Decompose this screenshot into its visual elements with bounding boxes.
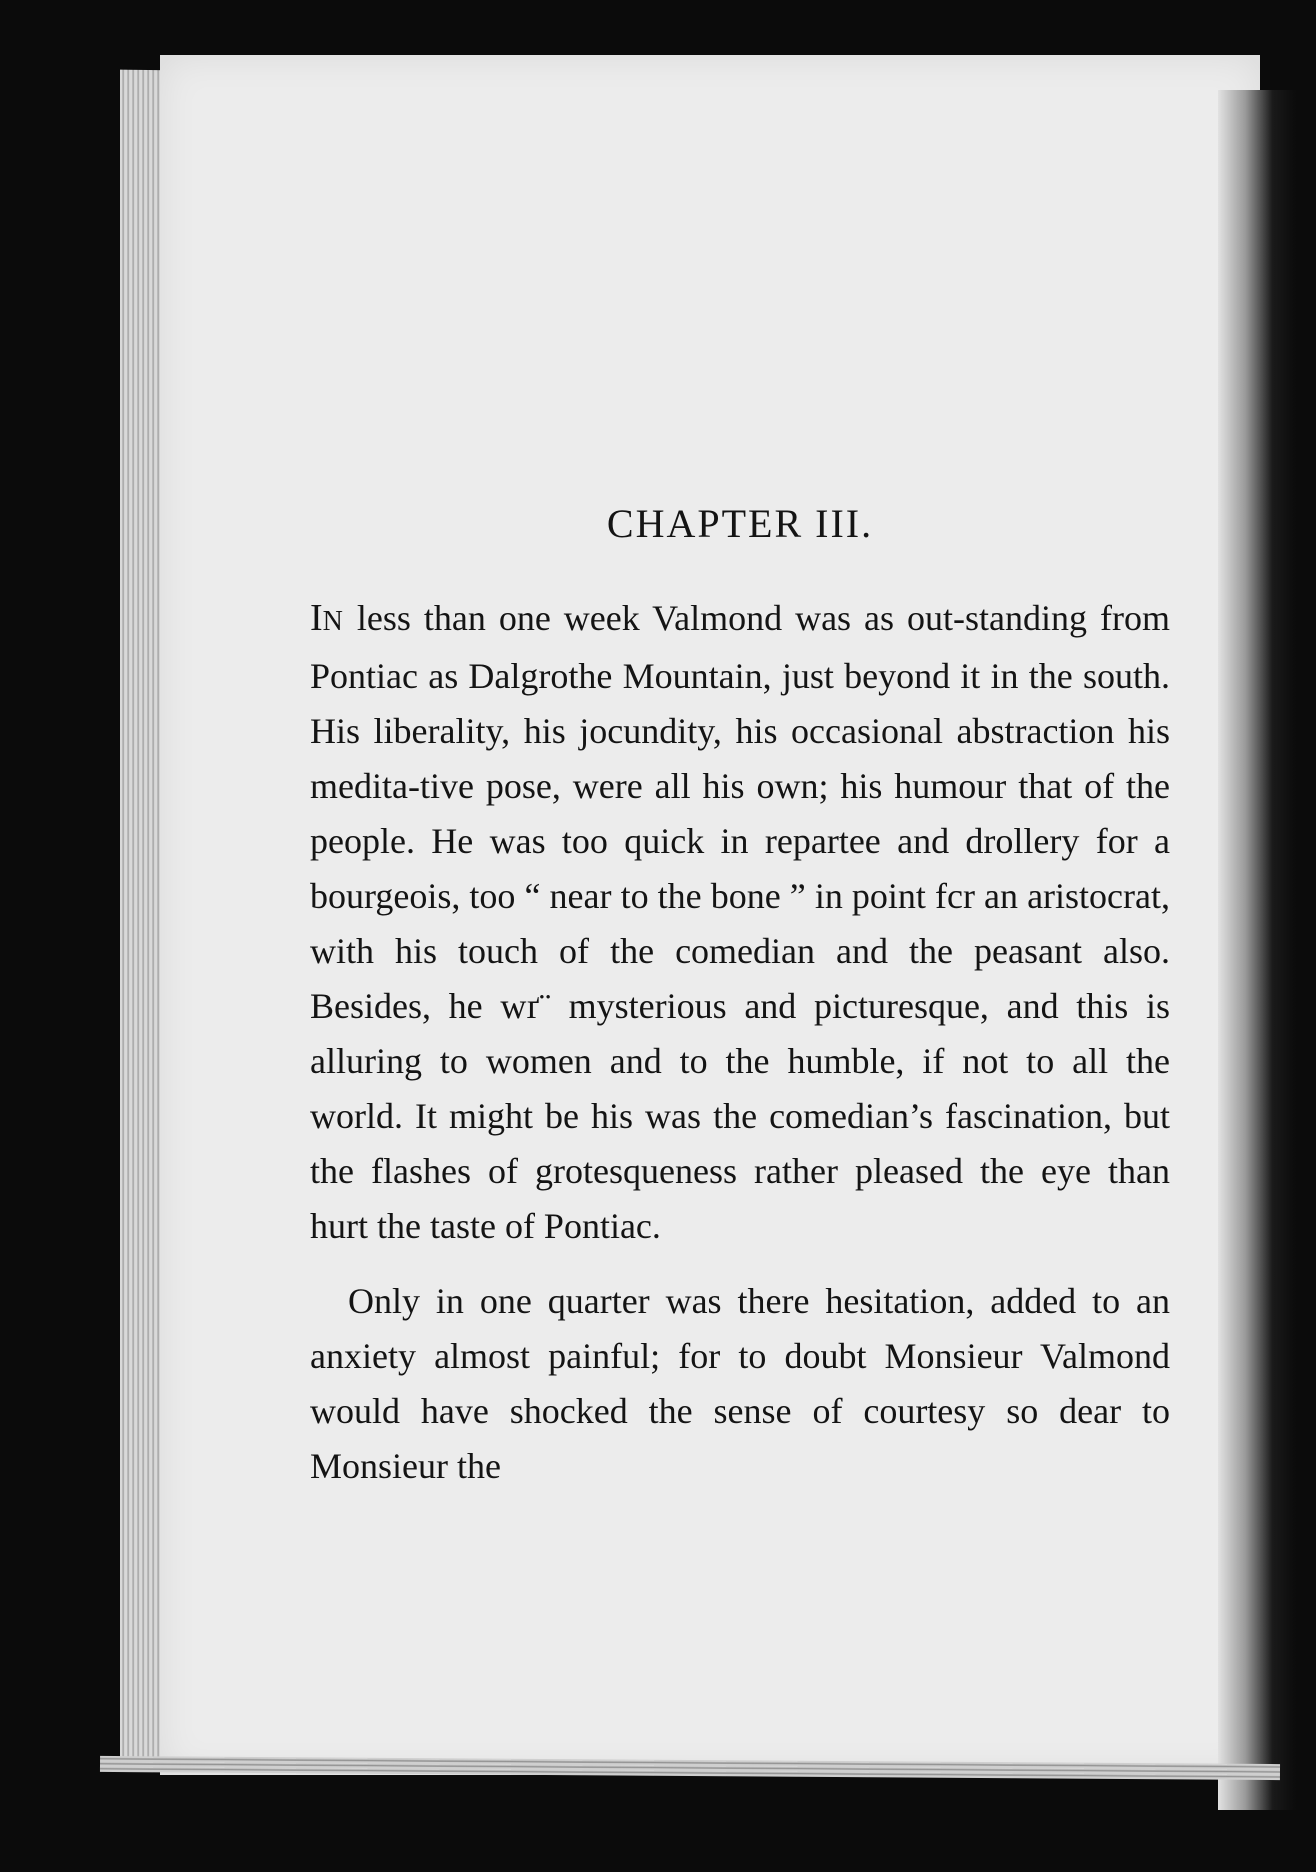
lead-capital: I (310, 597, 323, 639)
binding-gutter (1218, 90, 1296, 1810)
chapter-title: CHAPTER III. (606, 501, 874, 546)
paragraph-1-text: less than one week Valmond was as out-standing from Pontiac as Dalgrothe Mountain, just beyond it in the south. His liberality, his jocundity, his occasional abstraction his medita-tive pose, were all his own; his humour that of the people. He was too quick in repartee and drollery for a bourgeois, too “ near to the bone ” in point fсr an aristocrat, with his touch of the comedian and the peasant also. Besides, he wґ¨ mysterious and picturesque, and this is alluring to women and to the humble, if not to all the world. It might be his was the comedian’s fascination, but the flashes of grotesqueness rather pleased the eye than hurt the taste of Pontiac. (310, 598, 1170, 1246)
paragraph-2-text: Only in one quarter was there hesitation, added to an anxiety almost painful; for to doubt Monsieur Valmond would have shocked the sense of courtesy so dear to Monsieur the (310, 1281, 1170, 1486)
paragraph-2 (310, 1274, 1170, 1494)
page-content (310, 500, 1170, 1494)
paragraph-1 (310, 591, 1170, 1254)
lead-smallcap: N (322, 606, 344, 637)
